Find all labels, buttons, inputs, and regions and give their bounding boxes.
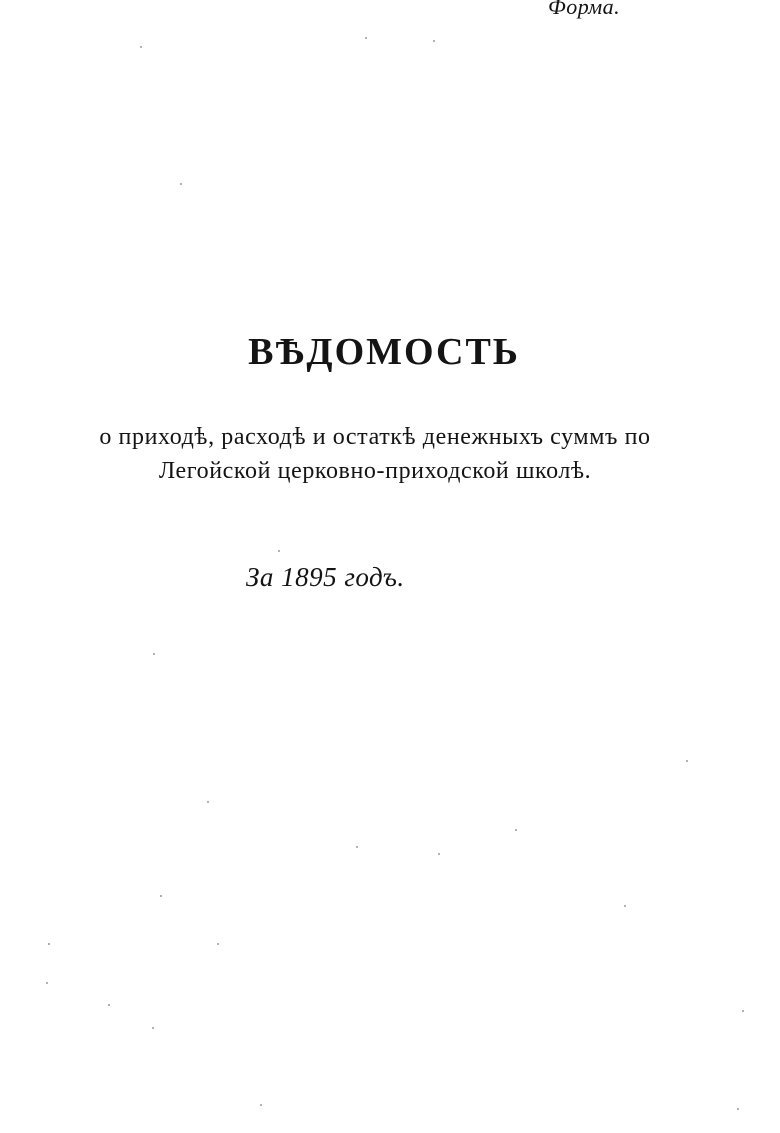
form-label: Форма. bbox=[548, 0, 621, 19]
scan-speck bbox=[737, 1108, 739, 1110]
scan-speck bbox=[46, 982, 48, 984]
subtitle-line-1: о приходѣ, расходѣ и остаткѣ денежныхъ суммъ по bbox=[99, 424, 651, 450]
scan-speck bbox=[278, 550, 280, 552]
scan-speck bbox=[742, 1010, 744, 1012]
document-title: ВѢДОМОСТЬ bbox=[248, 331, 520, 373]
document-subtitle bbox=[55, 420, 695, 488]
report-period: За 1895 годъ. bbox=[246, 562, 405, 592]
scan-speck bbox=[180, 183, 182, 185]
scan-speck bbox=[152, 1027, 154, 1029]
scan-speck bbox=[140, 46, 142, 48]
scan-speck bbox=[160, 895, 162, 897]
scan-speck bbox=[438, 853, 440, 855]
scan-speck bbox=[48, 943, 50, 945]
scan-speck bbox=[365, 37, 367, 39]
scan-speck bbox=[260, 1104, 262, 1106]
scan-speck bbox=[153, 653, 155, 655]
scan-speck bbox=[624, 905, 626, 907]
scan-speck bbox=[207, 801, 209, 803]
subtitle-line-2: Легойской церковно-приходской школѣ. bbox=[158, 458, 592, 484]
scan-speck bbox=[515, 829, 517, 831]
scan-speck bbox=[356, 846, 358, 848]
scan-speck bbox=[217, 943, 219, 945]
scan-speck bbox=[108, 1004, 110, 1006]
scan-speck bbox=[686, 760, 688, 762]
scan-speck bbox=[433, 40, 435, 42]
